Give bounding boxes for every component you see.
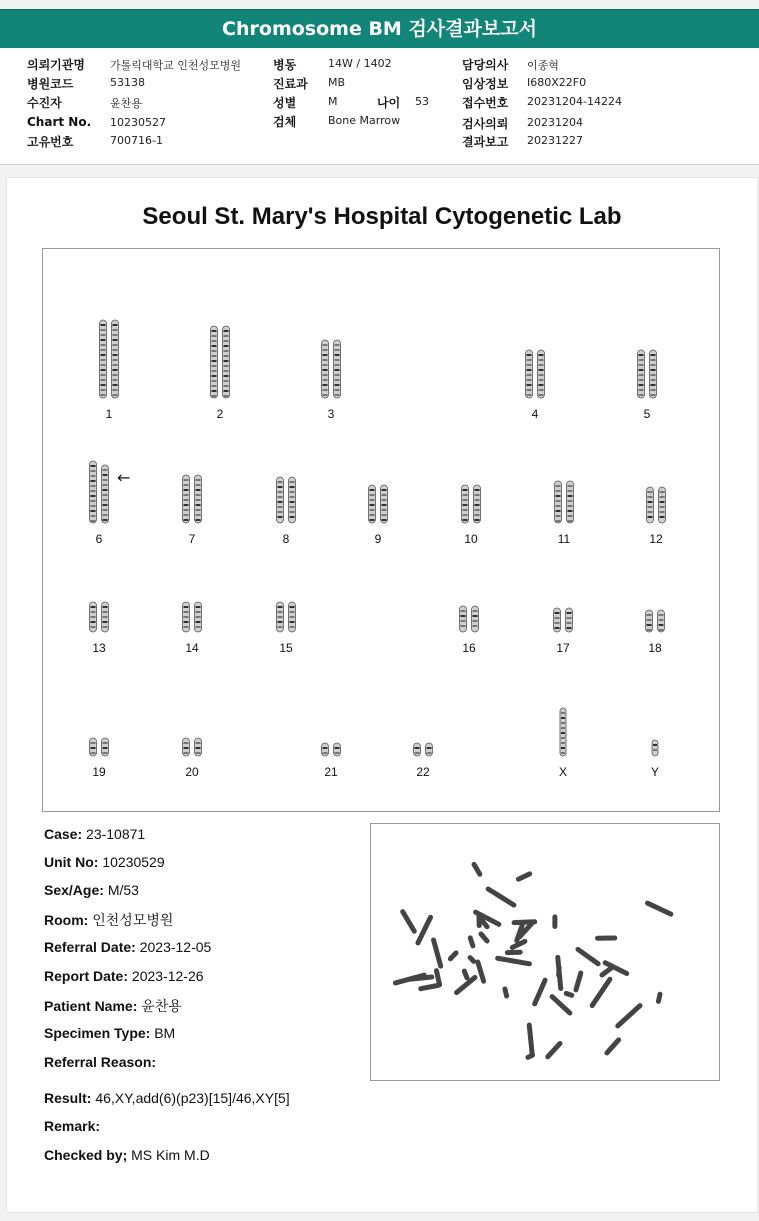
request-date-label: 검사의뢰 <box>462 117 509 131</box>
institution-label: 의뢰기관명 <box>27 58 85 72</box>
chromosome-pair-10 <box>462 485 481 523</box>
doctor-label: 담당의사 <box>462 58 509 72</box>
referral-date-row <box>44 939 374 955</box>
spread-chromosome <box>515 871 533 883</box>
sex-value: M <box>328 95 338 108</box>
spread-chromosome <box>644 900 674 918</box>
spread-chromosome <box>544 1040 563 1060</box>
doctor-value: 이종혁 <box>527 59 559 72</box>
room-value: 인천성모병원 <box>92 912 174 928</box>
spread-chromosome <box>655 991 663 1004</box>
patient-name-row <box>44 996 374 1016</box>
remark-row <box>44 1118 374 1134</box>
referral-date-value: 2023-12-05 <box>139 939 212 955</box>
chromosome-label-19: 19 <box>92 765 106 779</box>
chromosome-pair-19 <box>90 738 109 756</box>
accession-value: 20231204-14224 <box>527 95 622 108</box>
spread-chromosome <box>477 930 490 944</box>
spread-chromosome <box>531 977 548 1007</box>
spread-chromosome <box>399 908 417 934</box>
recipient-label: 수진자 <box>27 96 62 110</box>
unit-row <box>44 854 374 870</box>
chromosome-pair-y <box>652 740 658 756</box>
dept-label: 진료과 <box>273 77 308 91</box>
chart-no-value: 10230527 <box>110 116 166 129</box>
chart-no-label: Chart No. <box>27 115 92 129</box>
chromosome-label-14: 14 <box>185 641 199 655</box>
result-date-label: 결과보고 <box>462 135 509 149</box>
sex-label: 성별 <box>273 96 297 110</box>
spread-chromosome <box>505 950 523 956</box>
chromosome-label-5: 5 <box>643 407 651 421</box>
chromosome-pair-11 <box>555 481 574 523</box>
chromosome-label-2: 2 <box>216 407 224 421</box>
sexage-label: Sex/Age: <box>44 882 104 898</box>
spread-chromosome <box>430 937 443 969</box>
chromosome-label-6: 6 <box>95 532 103 546</box>
chromosome-pair-12 <box>647 487 666 523</box>
spread-chromosome <box>595 935 617 940</box>
ward-label: 병동 <box>273 58 297 72</box>
chromosome-pair-18 <box>646 610 665 632</box>
metaphase-spread <box>371 824 719 1080</box>
spread-chromosome <box>527 1022 535 1056</box>
result-row <box>44 1090 404 1106</box>
chromosome-label-17: 17 <box>556 641 570 655</box>
result-label: Result: <box>44 1090 92 1106</box>
chromosome-label-16: 16 <box>462 641 476 655</box>
institution-value: 가톨릭대학교 인천성모병원 <box>110 59 242 72</box>
chromosome-label-15: 15 <box>279 641 293 655</box>
spread-chromosome <box>552 914 557 929</box>
recipient-value: 윤찬용 <box>110 97 142 110</box>
chromosome-pair-8 <box>277 477 296 523</box>
case-value: 23-10871 <box>86 826 146 842</box>
chromosome-pair-16 <box>460 606 479 632</box>
accession-label: 접수번호 <box>462 96 509 110</box>
spread-chromosome <box>574 946 601 967</box>
case-row <box>44 826 374 842</box>
hospital-code-label: 병원코드 <box>27 77 74 91</box>
hospital-code-value: 53138 <box>110 76 145 89</box>
age-value: 53 <box>415 95 429 108</box>
chromosome-pair-13 <box>90 602 109 632</box>
chromosome-pair-5 <box>638 350 657 398</box>
spread-chromosome <box>475 959 487 984</box>
chromosome-label-20: 20 <box>185 765 199 779</box>
chromosome-label-x: X <box>558 765 568 779</box>
chromosome-label-18: 18 <box>648 641 662 655</box>
spread-chromosome <box>556 965 562 978</box>
spread-chromosome <box>573 970 584 993</box>
patient-name-label: Patient Name: <box>44 998 138 1014</box>
chromosome-label-8: 8 <box>282 532 290 546</box>
checked-by-row <box>44 1147 374 1163</box>
chromosome-label-12: 12 <box>649 532 663 546</box>
spread-chromosome <box>476 915 481 928</box>
unique-no-value: 700716-1 <box>110 134 163 147</box>
abnormality-arrow: ← <box>117 468 131 487</box>
chromosome-label-22: 22 <box>416 765 430 779</box>
metaphase-spread-image <box>370 823 720 1081</box>
report-date-label: Report Date: <box>44 968 129 984</box>
sexage-row <box>44 882 374 898</box>
chromosome-label-3: 3 <box>327 407 335 421</box>
spread-chromosome <box>485 886 518 909</box>
age-label: 나이 <box>377 96 401 110</box>
chromosome-label-4: 4 <box>531 407 539 421</box>
unique-no-label: 고유번호 <box>27 135 74 149</box>
chromosome-label-1: 1 <box>105 407 113 421</box>
specimen-type-label: Specimen Type: <box>44 1025 151 1041</box>
result-date-value: 20231227 <box>527 134 583 147</box>
checked-by-label: Checked by; <box>44 1147 128 1163</box>
chromosome-pair-9 <box>369 485 388 523</box>
chromosome-label-11: 11 <box>557 532 571 546</box>
spread-chromosome <box>467 935 476 949</box>
chromosome-pair-22 <box>414 743 433 756</box>
clinical-label: 임상정보 <box>462 77 509 91</box>
specimen-type-value: BM <box>154 1025 176 1041</box>
karyogram-panel <box>42 248 720 812</box>
spread-chromosome <box>447 949 460 962</box>
chromosome-pair-2 <box>211 326 230 398</box>
report-banner-title: Chromosome BM 검사결과보고서 <box>0 9 759 48</box>
chromosome-label-y: Y <box>650 765 660 779</box>
chromosome-pair-15 <box>277 602 296 632</box>
chromosome-pair-21 <box>322 743 341 756</box>
request-date-value: 20231204 <box>527 116 583 129</box>
spread-chromosome <box>471 861 484 878</box>
clinical-value: I680X22F0 <box>527 76 587 89</box>
chromosome-pair-x <box>560 708 566 756</box>
sexage-value: M/53 <box>107 882 139 898</box>
chromosome-pair-6 <box>90 461 109 523</box>
karyotype-report <box>6 177 758 1213</box>
chromosome-pair-17 <box>554 608 573 632</box>
spread-chromosome <box>461 968 470 981</box>
unit-label: Unit No: <box>44 854 99 870</box>
lab-title: Seoul St. Mary's Hospital Cytogenetic Lab <box>142 203 622 230</box>
specimen-value: Bone Marrow <box>328 114 401 127</box>
checked-by-value: MS Kim M.D <box>131 1147 210 1163</box>
spread-chromosome <box>603 1036 622 1056</box>
spread-chromosome <box>563 990 575 998</box>
chromosome-pair-14 <box>183 602 202 632</box>
report-date-row <box>44 968 374 984</box>
unit-value: 10230529 <box>102 854 165 870</box>
chromosome-pair-20 <box>183 738 202 756</box>
chromosome-pair-4 <box>526 350 545 398</box>
remark-label: Remark: <box>44 1118 101 1134</box>
spread-chromosome <box>598 965 614 979</box>
chromosome-label-21: 21 <box>324 765 338 779</box>
karyogram <box>43 249 719 811</box>
dept-value: MB <box>328 76 346 89</box>
chromosome-pair-3 <box>322 340 341 398</box>
specimen-label: 검체 <box>273 115 297 129</box>
referral-reason-row <box>44 1054 374 1070</box>
spread-chromosome <box>415 914 434 946</box>
chromosome-label-13: 13 <box>92 641 106 655</box>
patient-name-value: 윤찬용 <box>141 998 182 1014</box>
chromosome-label-9: 9 <box>374 532 382 546</box>
room-row <box>44 910 374 930</box>
report-date-value: 2023-12-26 <box>131 968 204 984</box>
chromosome-label-7: 7 <box>188 532 196 546</box>
case-label: Case: <box>44 826 83 842</box>
spread-chromosome <box>502 986 510 999</box>
spread-chromosome <box>589 976 614 1009</box>
chromosome-pair-1 <box>100 320 119 398</box>
spread-chromosome <box>614 1002 643 1029</box>
referral-date-label: Referral Date: <box>44 939 136 955</box>
spread-chromosome <box>495 955 533 966</box>
result-value: 46,XY,add(6)(p23)[15]/46,XY[5] <box>95 1090 290 1106</box>
referral-reason-label: Referral Reason: <box>44 1054 157 1070</box>
chromosome-label-10: 10 <box>464 532 478 546</box>
patient-info-panel <box>0 48 759 165</box>
room-label: Room: <box>44 912 89 928</box>
ward-value: 14W / 1402 <box>328 57 392 70</box>
chromosome-pair-7 <box>183 475 202 523</box>
specimen-type-row <box>44 1025 374 1041</box>
